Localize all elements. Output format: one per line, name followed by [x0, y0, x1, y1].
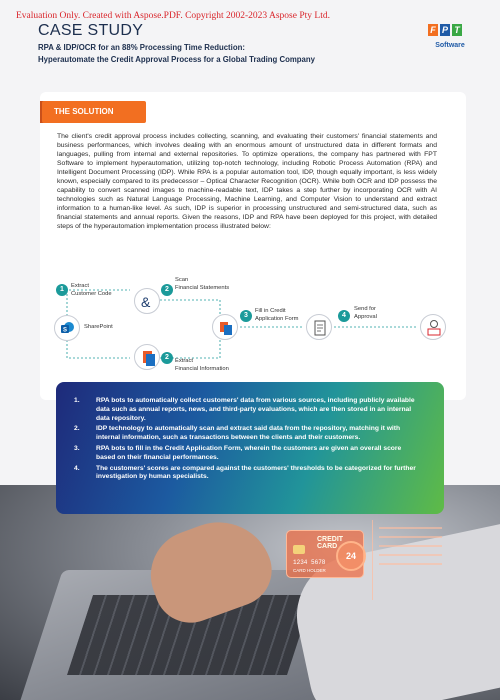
fpt-logo	[428, 24, 472, 60]
logo-text: Software	[435, 42, 465, 49]
step-1-label	[71, 283, 112, 298]
list-item	[74, 445, 422, 463]
hologram-lines	[372, 520, 442, 600]
step-2-scan-label-line2: Financial Statements	[175, 284, 230, 291]
list-text: IDP technology to automatically scan and extract said data from the repository, matching it with internal information, such as transactions between the clients and their customers.	[96, 425, 401, 442]
list-item	[74, 465, 422, 483]
subtitle-line-2: Hyperautomate the Credit Approval Process for a Global Trading Company	[38, 54, 315, 64]
step-2-extract-label	[175, 358, 229, 373]
card-number: 1234 5678	[293, 559, 326, 566]
svg-text:S: S	[63, 327, 68, 334]
step-1-label-line2: Customer Code	[71, 290, 112, 297]
list-number: 2.	[74, 425, 80, 433]
solution-tag: THE SOLUTION	[42, 101, 146, 123]
header	[0, 0, 500, 92]
step-2-extract-number: 2	[161, 352, 173, 364]
step-3-label-line1: Fill in Credit	[255, 308, 286, 314]
bot-icon	[134, 288, 160, 314]
list-text: RPA bots to automatically collect customers' data from various sources, including publicly available data such as annual reports, news, and third-party evaluations, which are then stored in an internal data repository.	[96, 397, 415, 422]
list-number: 1.	[74, 397, 80, 404]
steps-list	[74, 397, 422, 484]
list-number: 4.	[74, 464, 80, 472]
watermark: Evaluation Only. Created with Aspose.PDF. Copyright 2002-2023 Aspose Pty Ltd.	[16, 11, 330, 21]
documents-icon	[134, 344, 160, 370]
sharepoint-label: SharePoint	[84, 324, 113, 330]
step-1-number: 1	[56, 284, 68, 296]
hero-photo	[0, 485, 500, 700]
logo-letter-t: T	[452, 24, 462, 36]
list-item	[74, 425, 422, 443]
card-title: CREDIT CARD	[317, 536, 344, 550]
process-diagram	[50, 270, 455, 390]
hologram-badge: 24	[336, 541, 366, 571]
solution-paragraph: The client's credit approval process includes collecting, scanning, and evaluating their customers' financial statements and business performances, which involves dealing with an enormous amount of unstructured data in different formats and languages, pulling from internal and external repositories. To optimize operations, the company has partnered with FPT Software to implement hyperautomation, utilizing top-notch technology, including Robotic Process Automation (RPA) and Intelligent Document Processing (IDP). While RPA is a popular automation tool, IDP, though equally important, is less widely known, especially compared to its predecessor – Optical Character Recognition (OCR). While both OCR and IDP possess the capability to convert scanned images to machine-readable text, IDP takes a step further by incorporating OCR with AI technologies such as Natural Language Processing, Machine Learning, and Computer Vision to understand and extract information to a human-like level. As such, IDP is superior in processing unstructured and semi-structured data, such as financial statements and annual reports. Given the reasons, IDP and RPA have been deployed for this project, with detailed steps of the hyperautomation implementation process illustrated below:	[57, 133, 437, 230]
sharepoint-icon	[54, 315, 80, 341]
svg-text:&: &	[141, 294, 151, 310]
approver-icon	[420, 314, 446, 340]
step-1-label-line1: Extract	[71, 283, 90, 289]
idp-processing-icon	[212, 314, 238, 340]
logo-letter-p: P	[441, 25, 448, 35]
connector-2	[67, 340, 130, 358]
connector-3	[160, 300, 220, 322]
list-number: 3.	[74, 444, 80, 452]
step-3-number: 3	[240, 310, 252, 322]
step-2-scan-number: 2	[161, 284, 173, 296]
list-item	[74, 397, 422, 423]
card-holder: CARD HOLDER	[293, 568, 326, 573]
subtitle-line-1: RPA & IDP/OCR for an 88% Processing Time Reduction:	[38, 43, 245, 52]
list-text: The customers' scores are compared against the customers' thresholds to be categorized for further investigation by human specialists.	[96, 464, 416, 481]
step-4-label	[354, 306, 377, 321]
step-2-scan-label-line1: Scan	[175, 277, 189, 283]
page-subtitle	[38, 42, 398, 65]
step-4-label-line1: Send for	[354, 306, 376, 312]
step-2-extract-label-line1: Extract	[175, 358, 194, 364]
page-title: CASE STUDY	[38, 22, 144, 39]
step-2-scan-label	[175, 277, 229, 292]
step-3-label-line2: Application Form	[255, 315, 299, 322]
list-text: RPA bots to fill in the Credit Application Form, wherein the customers are given an overall score based on their financial performances.	[96, 444, 402, 461]
card-chip-icon	[293, 545, 305, 554]
step-4-label-line2: Approval	[354, 313, 377, 320]
logo-letter-f: F	[428, 24, 438, 36]
step-4-number: 4	[338, 310, 350, 322]
step-2-extract-label-line2: Financial Information	[175, 365, 229, 372]
step-3-label	[255, 308, 299, 323]
form-icon	[306, 314, 332, 340]
